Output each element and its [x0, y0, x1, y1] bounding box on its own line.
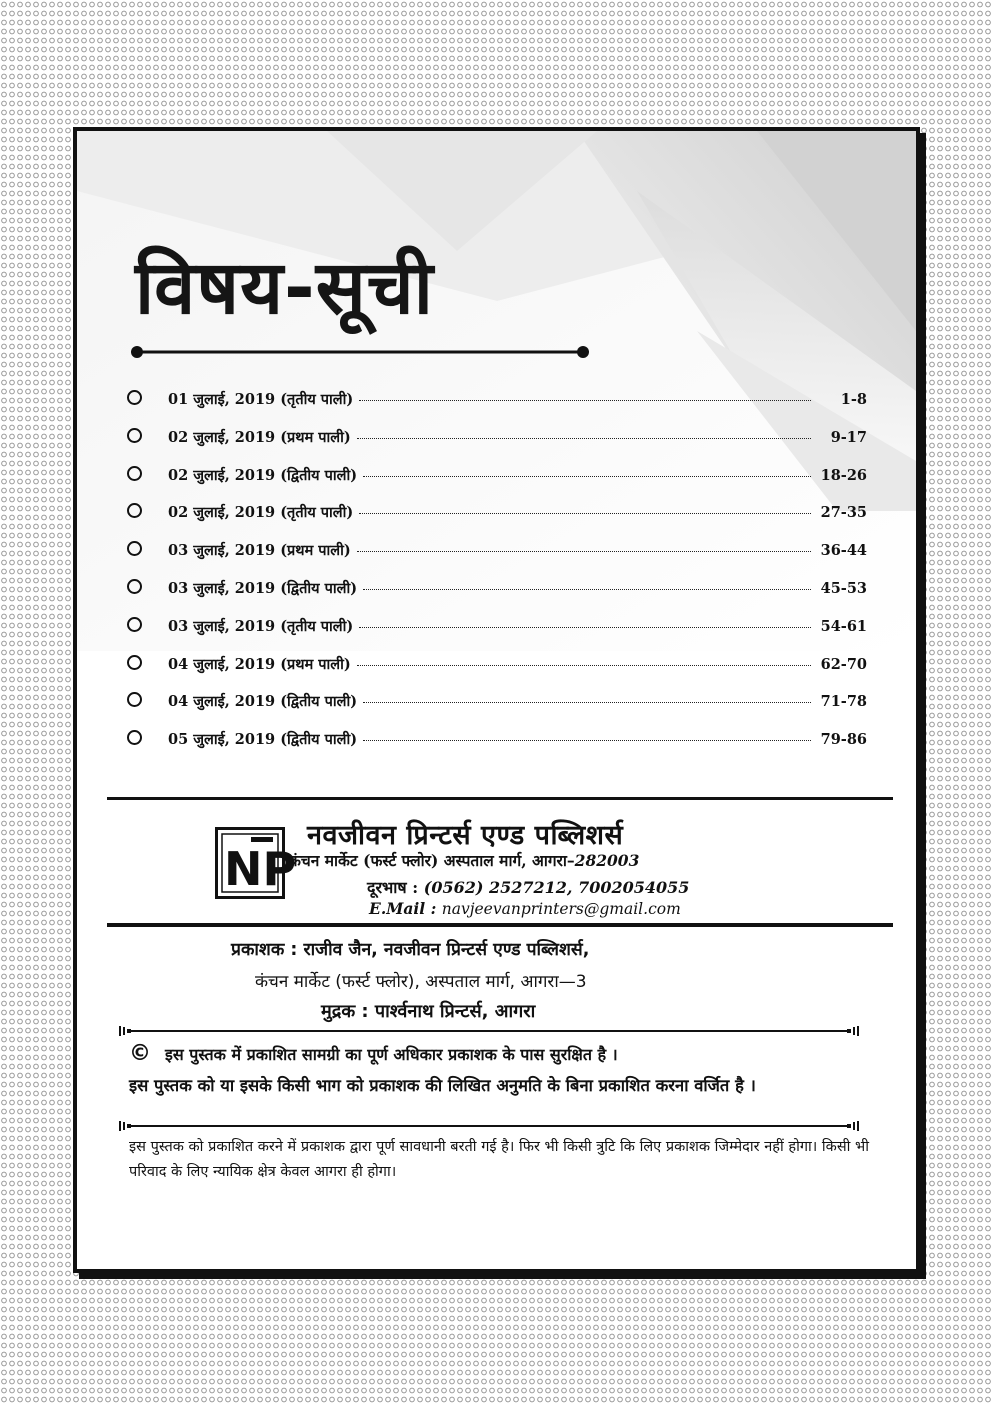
- circle-bullet-icon: [127, 466, 142, 481]
- toc-row[interactable]: [127, 427, 867, 465]
- dot-leader: [359, 512, 811, 514]
- imprint-address: कंचन मार्केट (फर्स्ट फ्लोर), अस्पताल मार्ग, आगरा—3: [255, 972, 587, 992]
- toc-entry: 03 जुलाई, 2019 (द्वितीय पाली): [168, 579, 358, 597]
- email-label: E.Mail :: [369, 899, 437, 918]
- dot-leader: [363, 588, 811, 590]
- toc-row[interactable]: [127, 729, 867, 767]
- dot-leader: [357, 664, 811, 666]
- toc-entry: 03 जुलाई, 2019 (तृतीय पाली): [168, 617, 354, 635]
- publisher-logo-icon: [215, 827, 297, 899]
- copyright-icon: ©: [129, 1041, 151, 1066]
- toc-entry: 02 जुलाई, 2019 (तृतीय पाली): [168, 504, 354, 522]
- circle-bullet-icon: [127, 541, 142, 556]
- toc-pages: 18-26: [820, 466, 867, 484]
- circle-bullet-icon: [127, 503, 142, 518]
- toc-row[interactable]: [127, 691, 867, 729]
- address-pin: 282003: [574, 851, 640, 870]
- dot-leader: [359, 626, 811, 628]
- dot-leader: [357, 550, 811, 552]
- circle-bullet-icon: [127, 579, 142, 594]
- toc-entry: 03 जुलाई, 2019 (प्रथम पाली): [168, 542, 351, 560]
- toc-row[interactable]: [127, 578, 867, 616]
- toc-pages: 79-86: [820, 731, 867, 749]
- toc-pages: 45-53: [820, 579, 867, 597]
- copyright-line: [129, 1041, 618, 1066]
- toc-row[interactable]: [127, 389, 867, 427]
- ornamental-rule: [119, 1024, 859, 1038]
- circle-bullet-icon: [127, 617, 142, 632]
- email-address[interactable]: navjeevanprinters@gmail.com: [441, 900, 681, 918]
- toc-pages: 27-35: [820, 504, 867, 522]
- dot-leader: [359, 399, 811, 401]
- publisher-phone: [367, 876, 689, 898]
- toc-row[interactable]: [127, 502, 867, 540]
- dot-leader: [363, 739, 811, 741]
- toc-entry: 04 जुलाई, 2019 (द्वितीय पाली): [168, 693, 358, 711]
- toc-pages: 9-17: [830, 428, 867, 446]
- publisher-email: [369, 899, 681, 918]
- disclaimer: इस पुस्तक को प्रकाशित करने में प्रकाशक द्वारा पूर्ण सावधानी बरती गई है। फिर भी किसी त्रुटि कि लिए प्रकाशक जिम्मेदार नहीं होगा। किसी भी परिवाद के लिए न्यायिक क्षेत्र केवल आगरा ही होगा।: [129, 1139, 869, 1180]
- imprint-printer: मुद्रक : पार्श्वनाथ प्रिन्टर्स, आगरा: [321, 1001, 536, 1022]
- copyright-text: इस पुस्तक में प्रकाशित सामग्री का पूर्ण अधिकार प्रकाशक के पास सुरक्षित है ।: [165, 1045, 618, 1064]
- circle-bullet-icon: [127, 390, 142, 405]
- page-title: विषय-सूची: [135, 245, 434, 331]
- toc-row[interactable]: [127, 616, 867, 654]
- toc-pages: 1-8: [840, 391, 867, 408]
- rights-notice: इस पुस्तक को या इसके किसी भाग को प्रकाशक की लिखित अनुमति के बिना प्रकाशित करना वर्जित है ।: [129, 1076, 756, 1095]
- publisher-address: [289, 849, 639, 871]
- toc-entry: 04 जुलाई, 2019 (प्रथम पाली): [168, 655, 351, 673]
- toc-entry: 02 जुलाई, 2019 (द्वितीय पाली): [168, 466, 358, 484]
- dot-leader: [357, 437, 811, 439]
- circle-bullet-icon: [127, 692, 142, 707]
- dot-leader: [363, 475, 811, 477]
- phone-number[interactable]: (0562) 2527212, 7002054055: [423, 878, 690, 897]
- circle-bullet-icon: [127, 655, 142, 670]
- toc-pages: 71-78: [820, 693, 867, 711]
- toc-entry: 05 जुलाई, 2019 (द्वितीय पाली): [168, 731, 358, 749]
- toc-entry: 01 जुलाई, 2019 (तृतीय पाली): [168, 391, 354, 408]
- toc-list: [127, 389, 867, 767]
- toc-pages: 62-70: [820, 655, 867, 673]
- toc-row[interactable]: [127, 465, 867, 503]
- toc-pages: 54-61: [820, 617, 867, 635]
- contents-page: [73, 127, 920, 1273]
- phone-label: दूरभाष :: [367, 878, 419, 897]
- publisher-name: नवजीवन प्रिन्टर्स एण्ड पब्लिशर्स: [307, 820, 624, 851]
- section-divider: [107, 797, 893, 800]
- dot-leader: [363, 701, 811, 703]
- circle-bullet-icon: [127, 428, 142, 443]
- toc-row[interactable]: [127, 540, 867, 578]
- section-divider: [107, 923, 893, 927]
- ornamental-rule: [119, 1119, 859, 1133]
- toc-entry: 02 जुलाई, 2019 (प्रथम पाली): [168, 428, 351, 446]
- imprint-publisher: प्रकाशक : राजीव जैन, नवजीवन प्रिन्टर्स एण्ड पब्लिशर्स,: [231, 940, 590, 960]
- title-rule: [130, 345, 590, 359]
- toc-row[interactable]: [127, 654, 867, 692]
- toc-pages: 36-44: [820, 542, 867, 560]
- logo-letters: NP: [224, 842, 297, 896]
- circle-bullet-icon: [127, 730, 142, 745]
- address-text: कंचन मार्केट (फर्स्ट फ्लोर) अस्पताल मार्ग, आगरा–: [289, 851, 575, 870]
